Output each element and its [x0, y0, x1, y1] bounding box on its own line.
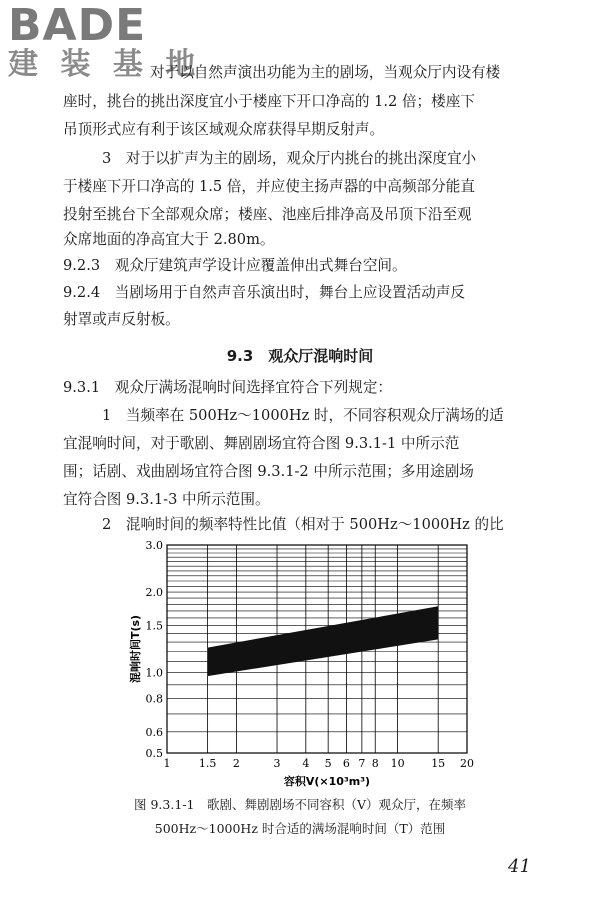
paragraph-line: 于楼座下开口净高的 1.5 倍，并应使主扬声器的中高频部分能直	[63, 178, 475, 195]
y-tick-label: 0.8	[145, 692, 163, 706]
x-tick-label: 5	[324, 757, 332, 770]
x-tick-label: 8	[371, 757, 379, 770]
x-tick-label: 7	[358, 757, 366, 770]
x-tick-label: 1.5	[198, 757, 217, 770]
watermark-brand: BADE	[8, 0, 147, 51]
clause-9-2-4: 9.2.4 当剧场用于自然声音乐演出时，舞台上应设置活动声反	[63, 284, 465, 301]
paragraph-line: 围；话剧、戏曲剧场宜符合图 9.3.1-2 中所示范围；多用途剧场	[63, 463, 474, 480]
paragraph-line: 宜混响时间，对于歌剧、舞剧剧场宜符合图 9.3.1-1 中所示范	[63, 435, 460, 452]
y-tick-label: 0.5	[145, 747, 163, 760]
x-tick-label: 3	[273, 757, 281, 770]
reverb-range-band	[208, 606, 439, 676]
paragraph-line: 对于以自然声演出功能为主的剧场，当观众厅内设有楼	[150, 64, 501, 81]
clause-9-3-1: 9.3.1 观众厅满场混响时间选择宜符合下列规定：	[63, 379, 393, 396]
page-number: 41	[508, 856, 531, 877]
y-tick-label: 2.0	[145, 586, 163, 600]
y-tick-label: 0.6	[145, 725, 163, 739]
x-tick-label: 4	[302, 757, 310, 770]
paragraph-line: 3 对于以扩声为主的剧场，观众厅内挑台的挑出深度宜小	[102, 150, 477, 167]
paragraph-line: 1 当频率在 500Hz～1000Hz 时，不同容积观众厅满场的适	[102, 407, 504, 424]
x-tick-label: 20	[460, 757, 474, 770]
paragraph-line: 宜符合图 9.3.1-3 中所示范围。	[63, 491, 270, 508]
y-tick-label: 1.0	[145, 666, 163, 680]
clause-9-2-3: 9.2.3 观众厅建筑声学设计应覆盖伸出式舞台空间。	[63, 257, 407, 274]
section-heading: 9.3 观众厅混响时间	[226, 347, 374, 365]
x-axis-label: 容积V(×10³m³)	[283, 775, 371, 788]
figure-caption-line2: 500Hz～1000Hz 时合适的满场混响时间（T）范围	[154, 821, 446, 836]
x-tick-label: 1	[163, 757, 171, 770]
reverberation-chart	[125, 535, 485, 790]
paragraph-line: 吊顶形式应有利于该区域观众席获得早期反射声。	[63, 121, 385, 138]
x-tick-label: 15	[431, 757, 446, 770]
paragraph-line: 座时，挑台的挑出深度宜小于楼座下开口净高的 1.2 倍；楼座下	[63, 93, 475, 110]
x-tick-label: 6	[342, 757, 350, 770]
y-tick-label: 1.5	[145, 619, 163, 633]
y-tick-label: 3.0	[145, 539, 163, 552]
watermark-subtitle: 建 装 基 地	[8, 47, 202, 82]
x-tick-label: 10	[390, 757, 405, 770]
y-axis-label: 混响时间T(s)	[129, 614, 142, 684]
paragraph-line: 2 混响时间的频率特性比值（相对于 500Hz～1000Hz 的比	[102, 516, 504, 533]
paragraph-line: 众席地面的净高宜大于 2.80m。	[63, 231, 275, 248]
figure-caption-line1: 图 9.3.1-1 歌剧、舞剧剧场不同容积（V）观众厅，在频率	[134, 797, 466, 812]
paragraph-line: 投射至挑台下全部观众席；楼座、池座后排净高及吊顶下沿至观	[63, 206, 472, 223]
paragraph-line: 射罩或声反射板。	[63, 311, 180, 328]
x-tick-label: 2	[232, 757, 240, 770]
